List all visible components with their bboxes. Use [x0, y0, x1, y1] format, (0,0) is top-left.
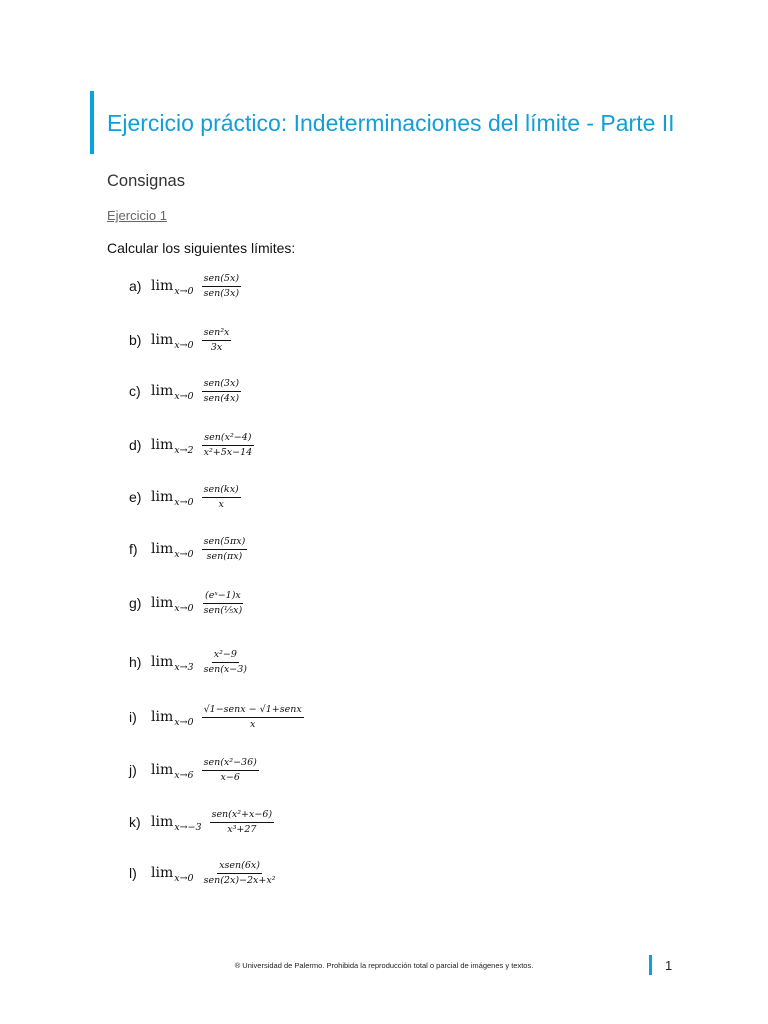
denominator: sen(3x): [203, 287, 240, 299]
numerator: sen(5πx): [202, 536, 248, 550]
item-label: a): [129, 278, 142, 294]
exercise-item-b: [129, 320, 231, 360]
exercise-item-g: [129, 583, 244, 623]
exercise-label: Ejercicio 1: [107, 208, 167, 223]
numerator: sen(x²−36): [202, 757, 259, 771]
limit-operator: lim x→6: [151, 762, 194, 781]
item-label: l): [129, 865, 137, 881]
item-label: i): [129, 709, 137, 725]
limit-subscript: x→0: [174, 717, 194, 728]
denominator: sen(4x): [203, 392, 240, 404]
denominator: sen(2x)−2x+x²: [203, 874, 276, 886]
numerator: √1−senx − √1+senx: [202, 704, 304, 718]
limit-subscript: x→6: [174, 770, 194, 781]
exercise-item-h: [129, 642, 249, 682]
page-title: Ejercicio práctico: Indeterminaciones del límite - Parte II: [107, 110, 675, 136]
limit-operator: lim x→0: [151, 709, 194, 728]
page-number-accent-bar: [649, 955, 652, 975]
limit-operator: lim x→0: [151, 489, 194, 508]
limit-operator: lim x→−3: [151, 814, 202, 833]
exercise-item-j: [129, 750, 259, 790]
numerator: sen(5x): [202, 273, 241, 287]
fraction: [202, 590, 245, 617]
limit-subscript: x→2: [174, 445, 194, 456]
limit-operator: lim x→0: [151, 865, 194, 884]
denominator: 3x: [210, 341, 223, 353]
limit-operator: lim x→0: [151, 332, 194, 351]
fraction: [202, 432, 255, 459]
item-label: j): [129, 762, 137, 778]
fraction: [202, 378, 241, 405]
fraction: [202, 860, 278, 887]
denominator: sen(⅕x): [203, 604, 243, 616]
exercise-item-l: [129, 853, 278, 893]
instructions-text: Calcular los siguientes límites:: [107, 240, 296, 256]
limit-subscript: x→0: [174, 286, 194, 297]
item-label: e): [129, 489, 142, 505]
numerator: (eˣ−1)x: [203, 590, 243, 604]
denominator: sen(x−3): [203, 663, 247, 675]
exercise-item-a: [129, 266, 241, 306]
fraction: [202, 757, 259, 784]
denominator: x−6: [220, 771, 240, 783]
numerator: xsen(6x): [217, 860, 262, 874]
limit-subscript: x→0: [174, 391, 194, 402]
denominator: sen(πx): [206, 550, 243, 562]
item-label: k): [129, 814, 141, 830]
denominator: x²+5x−14: [203, 446, 253, 458]
item-label: g): [129, 595, 142, 611]
section-heading: Consignas: [107, 172, 185, 190]
item-label: b): [129, 332, 142, 348]
numerator: sen(x²+x−6): [210, 809, 275, 823]
limit-subscript: x→0: [174, 873, 194, 884]
numerator: sen(x²−4): [202, 432, 253, 446]
page-number: 1: [665, 958, 673, 973]
fraction: [202, 327, 232, 354]
fraction: [202, 649, 249, 676]
fraction: [202, 484, 241, 511]
item-label: c): [129, 383, 141, 399]
limit-subscript: x→3: [174, 662, 194, 673]
limit-operator: lim x→3: [151, 654, 194, 673]
exercise-item-k: [129, 802, 274, 842]
copyright-footer: ® Universidad de Palermo. Prohibida la reproducción total o parcial de imágenes y textos.: [234, 961, 534, 970]
fraction: [210, 809, 275, 836]
title-accent-bar: [90, 91, 94, 154]
limit-operator: lim x→0: [151, 383, 194, 402]
item-label: f): [129, 541, 138, 557]
exercise-item-d: [129, 425, 254, 465]
denominator: x: [218, 498, 224, 510]
limit-subscript: x→0: [174, 497, 194, 508]
limit-operator: lim x→2: [151, 437, 194, 456]
denominator: x³+27: [227, 823, 257, 835]
fraction: [202, 704, 304, 731]
numerator: sen(3x): [202, 378, 241, 392]
numerator: sen²x: [202, 327, 232, 341]
numerator: sen(kx): [202, 484, 241, 498]
limit-operator: lim x→0: [151, 595, 194, 614]
exercise-item-e: [129, 477, 241, 517]
limit-subscript: x→0: [174, 549, 194, 560]
item-label: h): [129, 654, 142, 670]
limit-operator: lim x→0: [151, 541, 194, 560]
fraction: [202, 536, 248, 563]
limit-subscript: x→−3: [174, 822, 202, 833]
numerator: x²−9: [212, 649, 239, 663]
denominator: x: [249, 718, 256, 730]
fraction: [202, 273, 241, 300]
limit-subscript: x→0: [174, 340, 194, 351]
item-label: d): [129, 437, 142, 453]
limit-subscript: x→0: [174, 603, 194, 614]
exercise-item-f: [129, 529, 247, 569]
limit-operator: lim x→0: [151, 278, 194, 297]
exercise-item-c: [129, 371, 241, 411]
exercise-item-i: [129, 697, 304, 737]
